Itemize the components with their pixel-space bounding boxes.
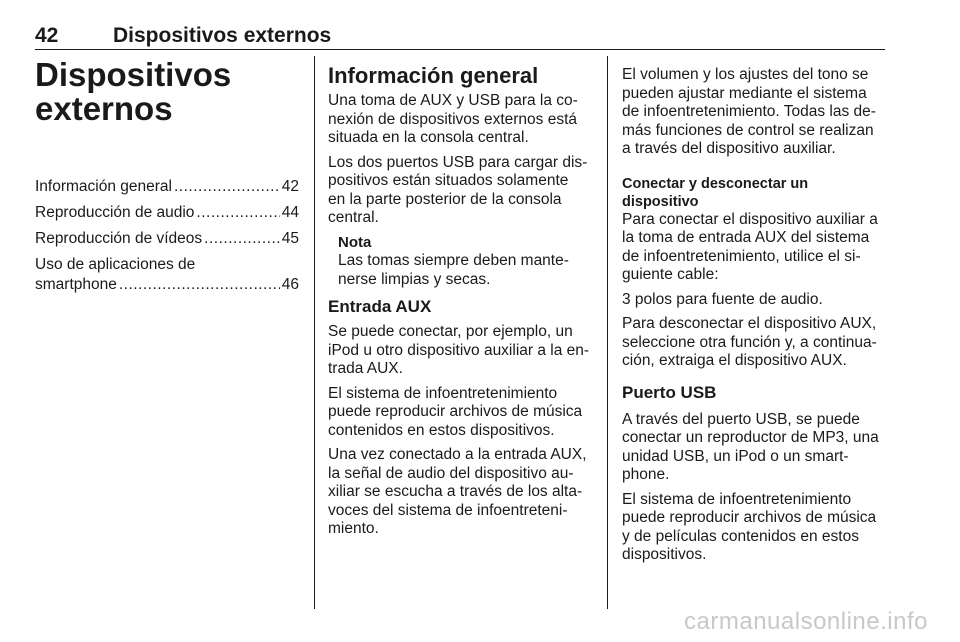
note-box: [338, 234, 590, 290]
paragraph: Para desconectar el dispositivo AUX, seleccione otra función y, a continua- ción, extraiga el dispositivo AUX.: [622, 315, 877, 369]
toc-label-line: Uso de aplicaciones de: [35, 256, 196, 273]
toc-page: 45: [281, 230, 299, 247]
page-number: 42: [35, 24, 59, 47]
paragraph: Una toma de AUX y USB para la co- nexión de dispositivos externos está situada en la consola central.: [328, 92, 578, 146]
watermark-text: carmanualsonline.info: [684, 608, 928, 635]
column-divider-1: [314, 56, 315, 609]
toc-entry-reproduccion-videos[interactable]: [35, 229, 299, 249]
paragraph: A través del puerto USB, se puede conectar un reproductor de MP3, una unidad USB, un iPod o un smart- phone.: [622, 410, 879, 483]
toc-leader: [204, 229, 280, 249]
paragraph: 3 polos para fuente de audio.: [622, 290, 823, 308]
page-header: [35, 25, 885, 50]
chapter-title: Dispositivos externos: [113, 24, 332, 47]
content-column-3: [622, 66, 887, 571]
toc-label: Información general: [35, 178, 172, 195]
chapter-heading: [35, 58, 299, 126]
toc-label: smartphone: [35, 276, 117, 293]
paragraph: Para conectar el dispositivo auxiliar a la toma de entrada AUX del sistema de infoentretenimiento, utilice el si- guiente cable:: [622, 210, 878, 283]
toc-page: 42: [281, 178, 299, 195]
toc-leader: [119, 275, 280, 295]
toc-entry-informacion-general[interactable]: [35, 177, 299, 197]
toc-entry-reproduccion-audio[interactable]: [35, 203, 299, 223]
toc-label: Reproducción de vídeos: [35, 230, 203, 247]
toc-column: [35, 58, 299, 301]
note-text: Las tomas siempre deben mante- nerse limpias y secas.: [338, 252, 569, 288]
toc-leader: [196, 203, 279, 223]
paragraph: El sistema de infoentretenimiento puede reproducir archivos de música y de películas contenidos en estos dispositivos.: [622, 490, 877, 563]
section-heading-entrada-aux: Entrada AUX: [328, 297, 432, 316]
subheading-conectar-desconectar: Conectar y desconectar un dispositivo: [622, 175, 809, 210]
toc-label: Reproducción de audio: [35, 204, 195, 221]
paragraph: Los dos puertos USB para cargar dis- positivos están situados solamente en la parte posterior de la consola central.: [328, 153, 588, 226]
chapter-heading-line: Dispositivos: [35, 56, 232, 93]
toc-page: 46: [281, 276, 299, 293]
paragraph: El volumen y los ajustes del tono se pueden ajustar mediante el sistema de infoentretenimiento. Todas las de- más funciones de control se realizan a través del dispositivo auxiliar.: [622, 66, 876, 157]
toc-leader: [174, 177, 280, 197]
chapter-heading-line: externos: [35, 90, 173, 127]
paragraph: El sistema de infoentretenimiento puede reproducir archivos de música contenidos en estos dispositivos.: [328, 384, 583, 439]
section-heading-informacion-general: Información general: [328, 63, 539, 88]
note-title: Nota: [338, 233, 372, 251]
paragraph: Se puede conectar, por ejemplo, un iPod u otro dispositivo auxiliar a la en- trada AUX.: [328, 323, 590, 377]
toc-entry-aplicaciones-smartphone[interactable]: [35, 255, 299, 295]
column-divider-2: [607, 56, 608, 609]
content-column-2: [328, 64, 590, 545]
section-heading-puerto-usb: Puerto USB: [622, 382, 717, 402]
toc-page: 44: [281, 204, 299, 221]
paragraph: Una vez conectado a la entrada AUX, la señal de audio del dispositivo au- xiliar se escucha a través de los alta- voces del sistema de infoentreteni- miento.: [328, 446, 587, 537]
